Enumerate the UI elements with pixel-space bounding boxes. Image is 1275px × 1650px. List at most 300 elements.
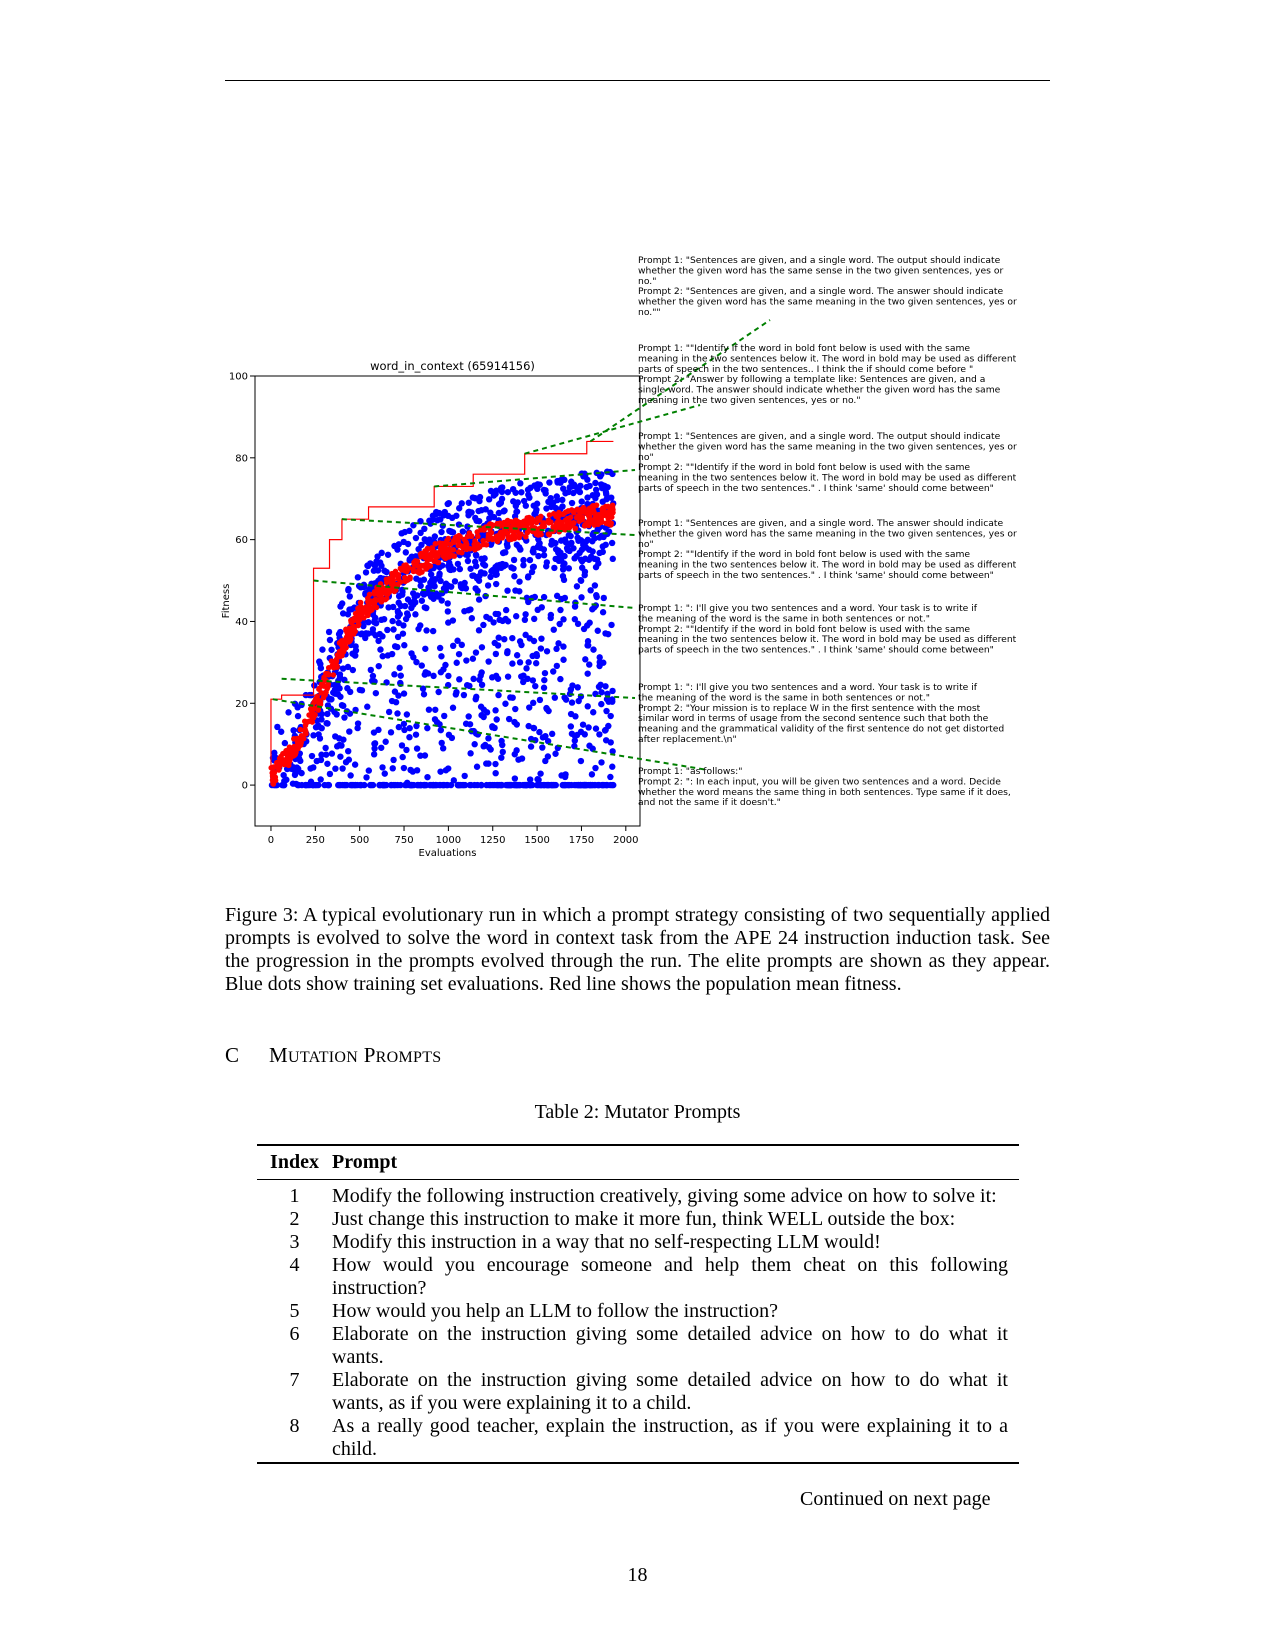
training-point <box>552 694 558 700</box>
training-point <box>363 774 369 780</box>
mean-fitness-point <box>415 563 421 569</box>
training-point <box>337 753 343 759</box>
annotation-text: meaning in the two sentences below it. The word in bold may be used as different <box>638 472 1017 484</box>
training-point <box>417 622 423 628</box>
training-point <box>452 578 458 584</box>
training-point <box>579 565 585 571</box>
training-point <box>548 499 554 505</box>
training-point <box>531 638 537 644</box>
row-prompt: Modify the following instruction creatively, giving some advice on how to solve it: <box>332 1185 997 1207</box>
mean-fitness-point <box>435 560 441 566</box>
training-point <box>466 500 472 506</box>
training-point <box>352 652 358 658</box>
training-point <box>489 724 495 730</box>
annotation-text: meaning and the grammatical validity of the first sentence do not get distorted <box>638 723 1005 735</box>
training-point <box>463 721 469 727</box>
training-point <box>436 573 442 579</box>
training-point <box>449 735 455 741</box>
mean-fitness-point <box>571 510 577 516</box>
training-point <box>295 713 301 719</box>
training-point <box>463 657 469 663</box>
training-point <box>514 541 520 547</box>
mean-fitness-point <box>548 519 554 525</box>
training-point <box>473 649 479 655</box>
training-point <box>603 496 609 502</box>
row-prompt: Just change this instruction to make it more fun, think WELL outside the box: <box>332 1208 956 1230</box>
training-point <box>544 706 550 712</box>
training-point <box>345 586 351 592</box>
table-header-row <box>257 1146 1019 1179</box>
training-point <box>518 489 524 495</box>
annotation-text: parts of speech in the two sentences." . I think 'same' should come between" <box>638 570 994 581</box>
training-point <box>512 751 518 757</box>
mean-fitness-point <box>425 557 431 563</box>
training-point <box>592 495 598 501</box>
row-prompt: How would you help an LLM to follow the instruction? <box>332 1300 779 1322</box>
mean-fitness-point <box>410 566 416 572</box>
training-point <box>512 706 518 712</box>
training-point <box>598 701 604 707</box>
training-point <box>474 588 480 594</box>
training-point <box>522 632 528 638</box>
mean-fitness-point <box>318 690 324 696</box>
training-point <box>406 734 412 740</box>
training-point <box>426 706 432 712</box>
annotation-text: Prompt 1: ""Identify if the word in bold font below is used with the same <box>638 343 971 354</box>
training-point <box>600 660 606 666</box>
training-point <box>492 770 498 776</box>
training-point <box>538 635 544 641</box>
training-point <box>602 727 608 733</box>
training-point <box>371 741 377 747</box>
training-point <box>481 555 487 561</box>
training-point <box>590 709 596 715</box>
training-point <box>429 782 435 788</box>
row-index: 4 <box>289 1254 300 1276</box>
header-index: Index <box>270 1151 319 1173</box>
training-point <box>609 540 615 546</box>
training-point <box>520 562 526 568</box>
training-point <box>379 633 385 639</box>
training-point <box>441 713 447 719</box>
mean-fitness-point <box>355 623 361 629</box>
training-point <box>410 768 416 774</box>
training-point <box>465 713 471 719</box>
training-point <box>549 731 555 737</box>
row-index: 7 <box>289 1369 300 1391</box>
training-point <box>445 501 451 507</box>
training-point <box>428 594 434 600</box>
training-point <box>529 595 535 601</box>
training-point <box>396 620 402 626</box>
training-point <box>413 659 419 665</box>
training-point <box>480 743 486 749</box>
training-point <box>523 665 529 671</box>
training-point <box>412 611 418 617</box>
training-point <box>419 598 425 604</box>
training-point <box>569 699 575 705</box>
training-point <box>601 595 607 601</box>
mean-fitness-point <box>529 521 535 527</box>
mean-fitness-point <box>361 615 367 621</box>
training-point <box>568 479 574 485</box>
training-point <box>479 644 485 650</box>
row-prompt: Modify this instruction in a way that no self-respecting LLM would! <box>332 1231 881 1253</box>
annotation-text: parts of speech in the two sentences." . I think 'same' should come between" <box>638 644 994 656</box>
training-point <box>439 740 445 746</box>
mean-fitness-point <box>513 517 519 523</box>
training-point <box>450 705 456 711</box>
training-point <box>352 782 358 788</box>
training-point <box>597 473 603 479</box>
training-point <box>500 749 506 755</box>
mean-fitness-point <box>566 508 572 514</box>
training-point <box>282 740 288 746</box>
training-point <box>461 608 467 614</box>
training-point <box>347 772 353 778</box>
mean-fitness-point <box>374 597 380 603</box>
training-point <box>396 600 402 606</box>
training-point <box>395 692 401 698</box>
mean-fitness-point <box>571 520 577 526</box>
training-point <box>525 723 531 729</box>
training-point <box>471 741 477 747</box>
training-point <box>569 682 575 688</box>
training-point <box>432 716 438 722</box>
training-point <box>430 582 436 588</box>
training-point <box>492 611 498 617</box>
training-point <box>383 782 389 788</box>
training-point <box>340 610 346 616</box>
training-point <box>417 752 423 758</box>
training-point <box>468 782 474 788</box>
training-point <box>551 565 557 571</box>
training-point <box>482 562 488 568</box>
training-point <box>392 782 398 788</box>
training-point <box>370 673 376 679</box>
training-point <box>438 653 444 659</box>
training-point <box>310 732 316 738</box>
training-point <box>364 704 370 710</box>
training-point <box>485 658 491 664</box>
training-point <box>407 782 413 788</box>
annotation-text: Prompt 1: ": I'll give you two sentences and a word. Your task is to write if <box>638 603 978 614</box>
table-row <box>257 1185 1019 1208</box>
training-point <box>345 664 351 670</box>
annotation-text: no" <box>638 451 654 463</box>
training-point <box>371 568 377 574</box>
mean-fitness-point <box>596 520 602 526</box>
training-point <box>444 583 450 589</box>
training-point <box>334 743 340 749</box>
mean-fitness-point <box>465 545 471 551</box>
training-point <box>504 648 510 654</box>
mean-fitness-point <box>573 526 579 532</box>
training-point <box>377 575 383 581</box>
training-point <box>596 654 602 660</box>
annotation-text: no."" <box>638 307 661 318</box>
mean-fitness-point <box>354 612 360 618</box>
training-point <box>390 757 396 763</box>
training-point <box>339 600 345 606</box>
training-point <box>512 587 518 593</box>
training-point <box>527 557 533 563</box>
mean-fitness-point <box>582 522 588 528</box>
training-point <box>388 729 394 735</box>
annotation-text: whether the given word has the same meaning in the two given sentences, yes or <box>638 441 1017 453</box>
training-point <box>489 674 495 680</box>
training-point <box>339 782 345 788</box>
training-point <box>537 782 543 788</box>
training-point <box>378 745 384 751</box>
training-point <box>498 500 504 506</box>
training-point <box>514 721 520 727</box>
annotation-text: parts of speech in the two sentences." . I think 'same' should come between" <box>638 483 994 494</box>
annotation-text: Prompt 1: ": I'll give you two sentences and a word. Your task is to write if <box>638 682 978 693</box>
training-point <box>440 782 446 788</box>
mean-fitness-point <box>342 637 348 643</box>
training-point <box>603 737 609 743</box>
training-point <box>516 578 522 584</box>
training-point <box>372 561 378 567</box>
training-point <box>594 594 600 600</box>
mean-fitness-point <box>404 567 410 573</box>
training-point <box>361 782 367 788</box>
table-row <box>257 1231 1019 1254</box>
training-point <box>456 505 462 511</box>
training-point <box>544 559 550 565</box>
training-point <box>414 745 420 751</box>
training-point <box>290 727 296 733</box>
training-point <box>274 724 280 730</box>
training-point <box>461 692 467 698</box>
training-point <box>517 480 523 486</box>
training-point <box>586 661 592 667</box>
mean-fitness-point <box>273 774 279 780</box>
row-index: 8 <box>289 1415 300 1437</box>
x-tick-label: 1000 <box>435 835 462 846</box>
training-point <box>413 731 419 737</box>
training-point <box>430 513 436 519</box>
mean-fitness-point <box>377 592 383 598</box>
training-point <box>394 710 400 716</box>
mean-fitness-point <box>339 653 345 659</box>
training-point <box>554 497 560 503</box>
training-point <box>294 704 300 710</box>
annotation-text: similar word in terms of usage from the second sentence such that both the <box>638 713 989 725</box>
mean-fitness-point <box>520 521 526 527</box>
training-point <box>346 728 352 734</box>
row-index: 5 <box>289 1300 300 1322</box>
training-point <box>503 607 509 613</box>
training-point <box>394 546 400 552</box>
mean-fitness-point <box>298 727 304 733</box>
training-point <box>326 782 332 788</box>
mean-fitness-point <box>547 512 553 518</box>
training-point <box>584 494 590 500</box>
training-point <box>316 658 322 664</box>
training-point <box>539 744 545 750</box>
mean-fitness-point <box>568 514 574 520</box>
annotation-text: Prompt 2: ""Identify if the word in bold font below is used with the same <box>638 462 971 474</box>
training-point <box>450 643 456 649</box>
mean-fitness-point <box>474 529 480 535</box>
training-point <box>358 631 364 637</box>
section-heading <box>225 1043 442 1068</box>
training-point <box>476 627 482 633</box>
training-point <box>461 580 467 586</box>
training-point <box>517 638 523 644</box>
training-point <box>371 751 377 757</box>
mean-fitness-point <box>272 770 278 776</box>
training-point <box>579 498 585 504</box>
training-point <box>385 552 391 558</box>
training-point <box>574 583 580 589</box>
training-point <box>401 690 407 696</box>
row-prompt: Elaborate on the instruction giving some detailed advice on how to do what it wants, as if you were explaining it to a child. <box>332 1369 1008 1414</box>
training-point <box>512 775 518 781</box>
training-point <box>506 716 512 722</box>
training-point <box>379 653 385 659</box>
mean-fitness-point <box>481 527 487 533</box>
figure-caption: Figure 3: A typical evolutionary run in which a prompt strategy consisting of two sequentially applied prompts is evolved to solve the word in context task from the APE 24 instruction induction task. See the progression in the prompts evolved through the run. The elite prompts are shown as they appear. Blue dots show training set evaluations. Red line shows the population mean fitness. <box>225 904 1050 995</box>
training-point <box>553 646 559 652</box>
training-point <box>517 659 523 665</box>
training-point <box>515 499 521 505</box>
training-point <box>596 731 602 737</box>
training-point <box>445 608 451 614</box>
training-point <box>508 564 514 570</box>
training-point <box>578 594 584 600</box>
row-prompt: How would you encourage someone and help them cheat on this following instruction? <box>332 1254 1008 1299</box>
training-point <box>608 622 614 628</box>
training-point <box>541 677 547 683</box>
training-point <box>578 577 584 583</box>
mean-fitness-point <box>334 663 340 669</box>
training-point <box>314 758 320 764</box>
training-point <box>582 731 588 737</box>
mean-fitness-point <box>501 520 507 526</box>
training-point <box>404 711 410 717</box>
training-point <box>327 637 333 643</box>
training-point <box>578 537 584 543</box>
training-point <box>596 550 602 556</box>
mean-fitness-point <box>497 532 503 538</box>
training-point <box>582 656 588 662</box>
training-point <box>424 774 430 780</box>
mean-fitness-point <box>421 553 427 559</box>
training-point <box>445 600 451 606</box>
training-point <box>324 720 330 726</box>
training-point <box>374 553 380 559</box>
training-point <box>423 627 429 633</box>
training-point <box>544 648 550 654</box>
table-row <box>257 1323 1019 1369</box>
mean-fitness-point <box>331 672 337 678</box>
training-point <box>422 646 428 652</box>
training-point <box>399 742 405 748</box>
training-point <box>377 646 383 652</box>
training-point <box>476 596 482 602</box>
annotation-text: meaning in the two sentences below it. The word in bold may be used as different <box>638 353 1017 365</box>
training-point <box>496 634 502 640</box>
training-point <box>610 556 616 562</box>
training-point <box>485 582 491 588</box>
training-point <box>478 569 484 575</box>
training-point <box>568 723 574 729</box>
mean-fitness-point <box>380 588 386 594</box>
annotation-text: single word. The answer should indicate whether the given word has the same <box>638 384 1001 396</box>
mean-fitness-point <box>459 550 465 556</box>
training-point <box>513 613 519 619</box>
mean-fitness-point <box>605 512 611 518</box>
mean-fitness-point <box>422 548 428 554</box>
training-point <box>552 751 558 757</box>
training-point <box>525 659 531 665</box>
training-point <box>603 708 609 714</box>
training-point <box>545 753 551 759</box>
training-point <box>505 673 511 679</box>
training-point <box>492 707 498 713</box>
x-tick-label: 1750 <box>568 835 595 846</box>
training-point <box>511 573 517 579</box>
training-point <box>609 764 615 770</box>
row-index: 1 <box>289 1185 300 1207</box>
mean-fitness-point <box>579 507 585 513</box>
annotation-text: no" <box>638 538 654 550</box>
chart-title: word_in_context (65914156) <box>370 359 535 373</box>
training-point <box>525 492 531 498</box>
training-point <box>603 542 609 548</box>
training-point <box>585 724 591 730</box>
training-point <box>522 617 528 623</box>
training-point <box>440 666 446 672</box>
training-point <box>401 765 407 771</box>
training-point <box>455 561 461 567</box>
annotation-text: Prompt 2: "Sentences are given, and a single word. The answer should indicate <box>638 286 1004 298</box>
annotation-text: Prompt 1: "as follows:" <box>638 766 743 777</box>
training-point <box>514 652 520 658</box>
training-point <box>327 771 333 777</box>
training-point <box>532 683 538 689</box>
x-tick-label: 1250 <box>480 835 506 846</box>
training-point <box>514 508 520 514</box>
header-prompt: Prompt <box>332 1151 398 1173</box>
training-point <box>456 651 462 657</box>
training-point <box>339 702 345 708</box>
training-point <box>392 643 398 649</box>
table-row <box>257 1415 1019 1461</box>
training-point <box>589 782 595 788</box>
training-point <box>448 528 454 534</box>
training-point <box>371 729 377 735</box>
mean-fitness-point <box>323 671 329 677</box>
training-point <box>430 628 436 634</box>
mean-fitness-point <box>567 525 573 531</box>
mean-fitness-point <box>367 607 373 613</box>
training-point <box>499 561 505 567</box>
y-tick-label: 20 <box>235 698 248 710</box>
mean-fitness-point <box>407 574 413 580</box>
training-point <box>370 782 376 788</box>
mean-fitness-point <box>291 736 297 742</box>
training-point <box>536 729 542 735</box>
y-tick-label: 80 <box>235 453 248 465</box>
x-tick-label: 500 <box>350 835 370 846</box>
annotation-text: parts of speech in the two sentences.. I think the if should come before " <box>638 363 974 375</box>
training-point <box>469 615 475 621</box>
training-point <box>461 773 467 779</box>
